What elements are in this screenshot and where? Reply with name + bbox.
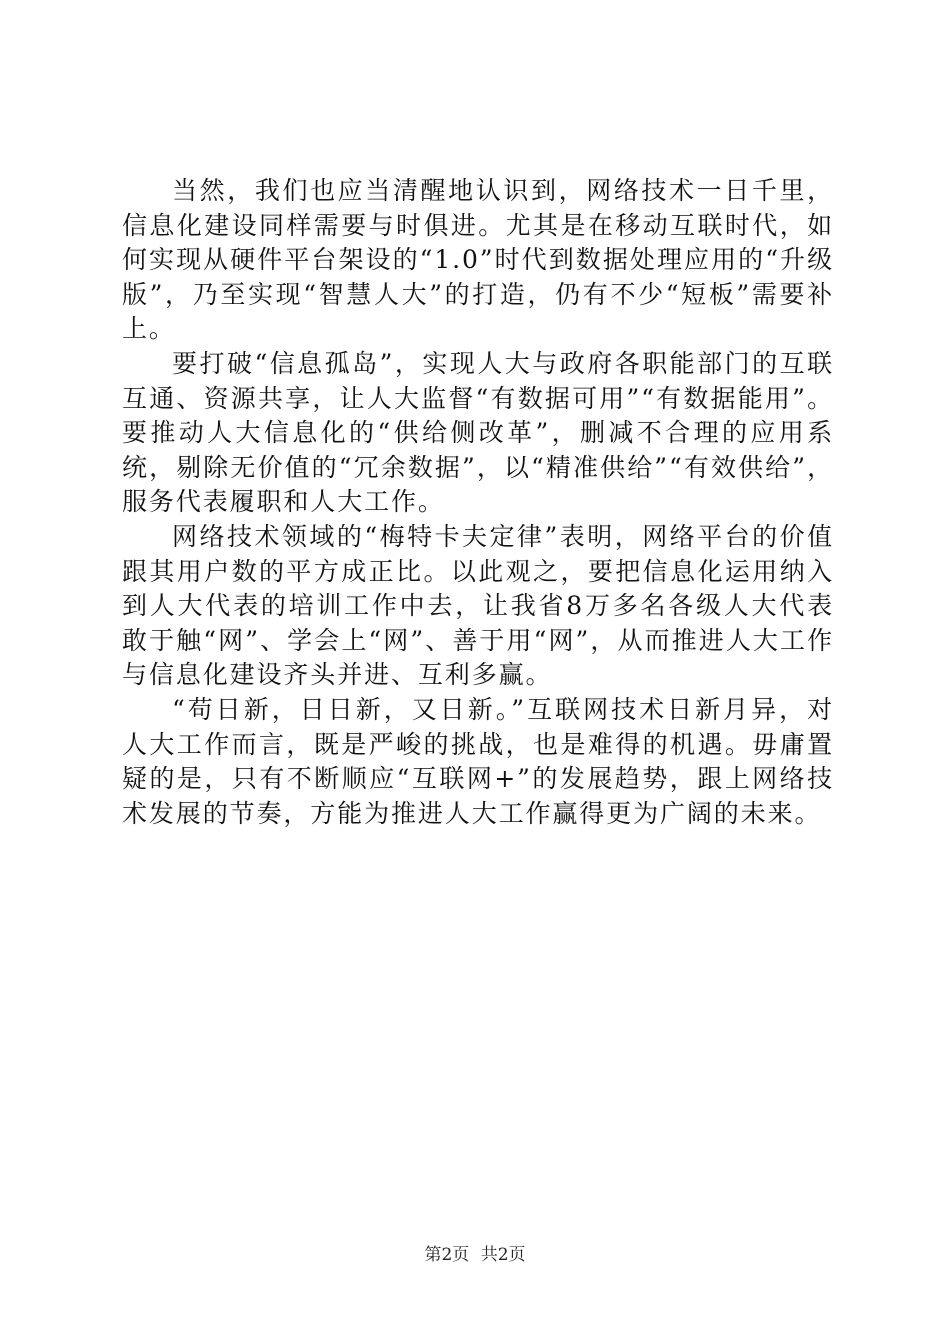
paragraph: 网络技术领域的“梅特卡夫定律”表明，网络平台的价值跟其用户数的平方成正比。以此观之，要把信息化运用纳入到人大代表的培训工作中去，让我省8万多名各级人大代表敢于触“网”、学会上“网”、善于用“网”，从而推进人大工作与信息化建设齐头并进、互利多赢。	[122, 521, 834, 690]
paragraph: 当然，我们也应当清醒地认识到，网络技术一日千里，信息化建设同样需要与时俱进。尤其是在移动互联时代，如何实现从硬件平台架设的“1.0”时代到数据处理应用的“升级版”，乃至实现“智慧人大”的打造，仍有不少“短板”需要补上。	[122, 176, 834, 344]
page-number: 第2页	[424, 1245, 470, 1265]
paragraph: “苟日新，日日新，又日新。”互联网技术日新月异，对人大工作而言，既是严峻的挑战，也是难得的机遇。毋庸置疑的是，只有不断顺应“互联网+”的发展趋势，跟上网络技术发展的节奏，方能为推进人大工作赢得更为广阔的未来。	[122, 694, 834, 828]
page-total: 共2页	[480, 1245, 526, 1265]
page-footer	[0, 1244, 950, 1266]
document-body	[122, 174, 834, 831]
paragraph: 要打破“信息孤岛”，实现人大与政府各职能部门的互联互通、资源共享，让人大监督“有数据可用”“有数据能用”。要推动人大信息化的“供给侧改革”，删减不合理的应用系统，剔除无价值的“冗余数据”，以“精准供给”“有效供给”，服务代表履职和人大工作。	[122, 348, 834, 517]
